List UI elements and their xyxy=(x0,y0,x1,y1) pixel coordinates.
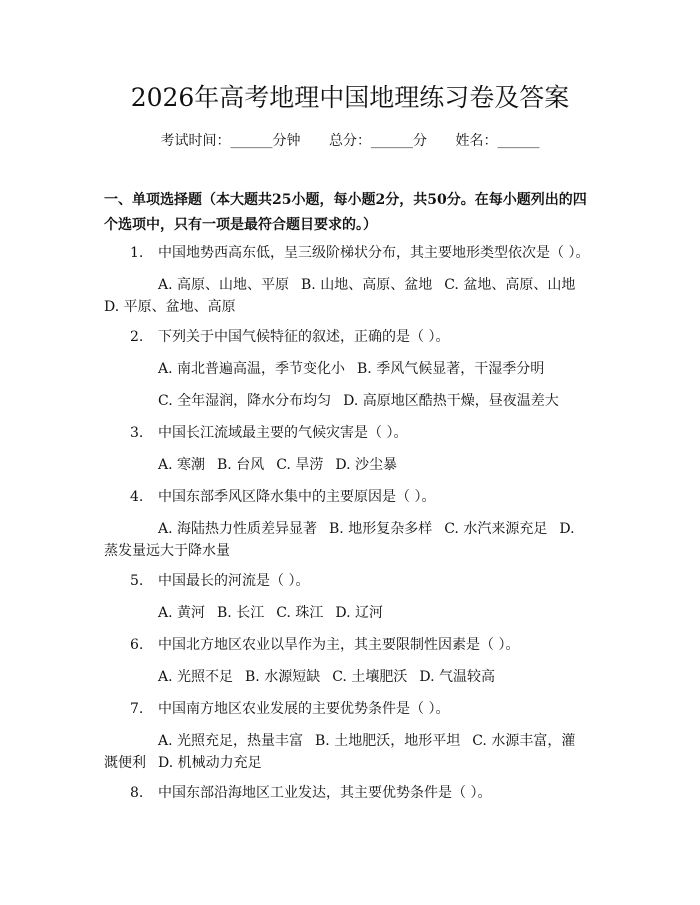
option-b: B. 地形复杂多样 xyxy=(329,521,433,537)
question-number: 1. xyxy=(130,245,144,261)
question-5-options xyxy=(104,602,604,624)
option-line xyxy=(104,540,604,562)
total-score: 总分：______分 xyxy=(329,133,427,149)
question-stem: 中国南方地区农业发展的主要优势条件是（ ）。 xyxy=(158,701,450,717)
question-7 xyxy=(130,698,610,720)
option-b: B. 长江 xyxy=(217,605,265,621)
question-stem: 中国长江流域最主要的气候灾害是（ ）。 xyxy=(158,425,408,441)
question-1-options xyxy=(104,274,604,318)
option-a: A. 高原、山地、平原 xyxy=(158,277,290,293)
option-line xyxy=(104,666,604,688)
option-line xyxy=(104,752,604,774)
question-number: 7. xyxy=(130,701,144,717)
question-stem: 中国东部沿海地区工业发达，其主要优势条件是（ ）。 xyxy=(158,785,492,801)
option-d: D. 沙尘暴 xyxy=(335,457,397,473)
option-c: C. 全年湿润，降水分布均匀 xyxy=(158,393,332,409)
option-d: D. 高原地区酷热干燥，昼夜温差大 xyxy=(343,393,559,409)
option-b: B. 水源短缺 xyxy=(245,669,321,685)
option-line xyxy=(104,296,604,318)
question-6 xyxy=(130,634,610,656)
option-b: B. 季风气候显著，干湿季分明 xyxy=(357,361,545,377)
option-d: D. 气温较高 xyxy=(419,669,495,685)
option-d: D. 平原、盆地、高原 xyxy=(104,299,236,315)
page-title: 2026年高考地理中国地理练习卷及答案 xyxy=(130,83,570,112)
question-stem: 中国东部季风区降水集中的主要原因是（ ）。 xyxy=(158,489,436,505)
option-b: B. 山地、高原、盆地 xyxy=(301,277,433,293)
option-line xyxy=(104,390,604,412)
option-d: D. 机械动力充足 xyxy=(158,755,262,771)
option-a: A. 南北普遍高温，季节变化小 xyxy=(158,361,346,377)
section-heading xyxy=(104,188,604,238)
question-stem: 下列关于中国气候特征的叙述，正确的是（ ）。 xyxy=(158,329,450,345)
question-7-options xyxy=(104,730,604,774)
option-a: A. 光照不足 xyxy=(158,669,234,685)
option-b: B. 土地肥沃，地形平坦 xyxy=(315,733,461,749)
option-a: A. 光照充足，热量丰富 xyxy=(158,733,304,749)
question-3 xyxy=(130,422,610,444)
option-c: C. 土壤肥沃 xyxy=(332,669,408,685)
option-b: B. 台风 xyxy=(217,457,265,473)
question-number: 3. xyxy=(130,425,144,441)
option-c: C. 珠江 xyxy=(276,605,324,621)
question-6-options xyxy=(104,666,604,688)
section-heading-line-1: 一、单项选择题（本大题共25小题，每小题2分，共50分。在每小题列出的四 xyxy=(104,192,587,208)
option-line xyxy=(104,358,604,380)
question-stem: 中国最长的河流是（ ）。 xyxy=(158,573,310,589)
question-4-options xyxy=(104,518,604,562)
option-line xyxy=(104,518,604,540)
option-line xyxy=(104,602,604,624)
exam-meta xyxy=(0,130,700,152)
question-4 xyxy=(130,486,610,508)
question-8 xyxy=(130,782,610,804)
question-number: 4. xyxy=(130,489,144,505)
question-3-options xyxy=(104,454,604,476)
option-d-continued: 蒸发量远大于降水量 xyxy=(104,543,230,559)
option-line xyxy=(104,274,604,296)
exam-time: 考试时间：______分钟 xyxy=(160,133,301,149)
question-number: 5. xyxy=(130,573,144,589)
question-stem: 中国地势西高东低，呈三级阶梯状分布，其主要地形类型依次是（ ）。 xyxy=(158,245,590,261)
question-5 xyxy=(130,570,610,592)
question-2-options-2 xyxy=(104,390,604,412)
option-a: A. 海陆热力性质差异显著 xyxy=(158,521,318,537)
option-c: C. 旱涝 xyxy=(276,457,324,473)
question-1 xyxy=(130,242,610,264)
question-number: 8. xyxy=(130,785,144,801)
section-heading-line-2: 个选项中，只有一项是最符合题目要求的。） xyxy=(104,217,377,233)
question-number: 2. xyxy=(130,329,144,345)
question-2 xyxy=(130,326,610,348)
option-a: A. 黄河 xyxy=(158,605,206,621)
question-stem: 中国北方地区农业以旱作为主，其主要限制性因素是（ ）。 xyxy=(158,637,520,653)
option-a: A. 寒潮 xyxy=(158,457,206,473)
option-d: D. 辽河 xyxy=(335,605,383,621)
option-c-continued: 溉便利 xyxy=(104,755,146,771)
option-d: D. xyxy=(559,521,575,537)
option-c: C. 水源丰富，灌 xyxy=(472,733,576,749)
question-2-options xyxy=(104,358,604,380)
option-line xyxy=(104,454,604,476)
question-number: 6. xyxy=(130,637,144,653)
option-c: C. 盆地、高原、山地 xyxy=(444,277,576,293)
student-name: 姓名：______ xyxy=(455,133,540,149)
option-line xyxy=(104,730,604,752)
option-c: C. 水汽来源充足 xyxy=(444,521,548,537)
